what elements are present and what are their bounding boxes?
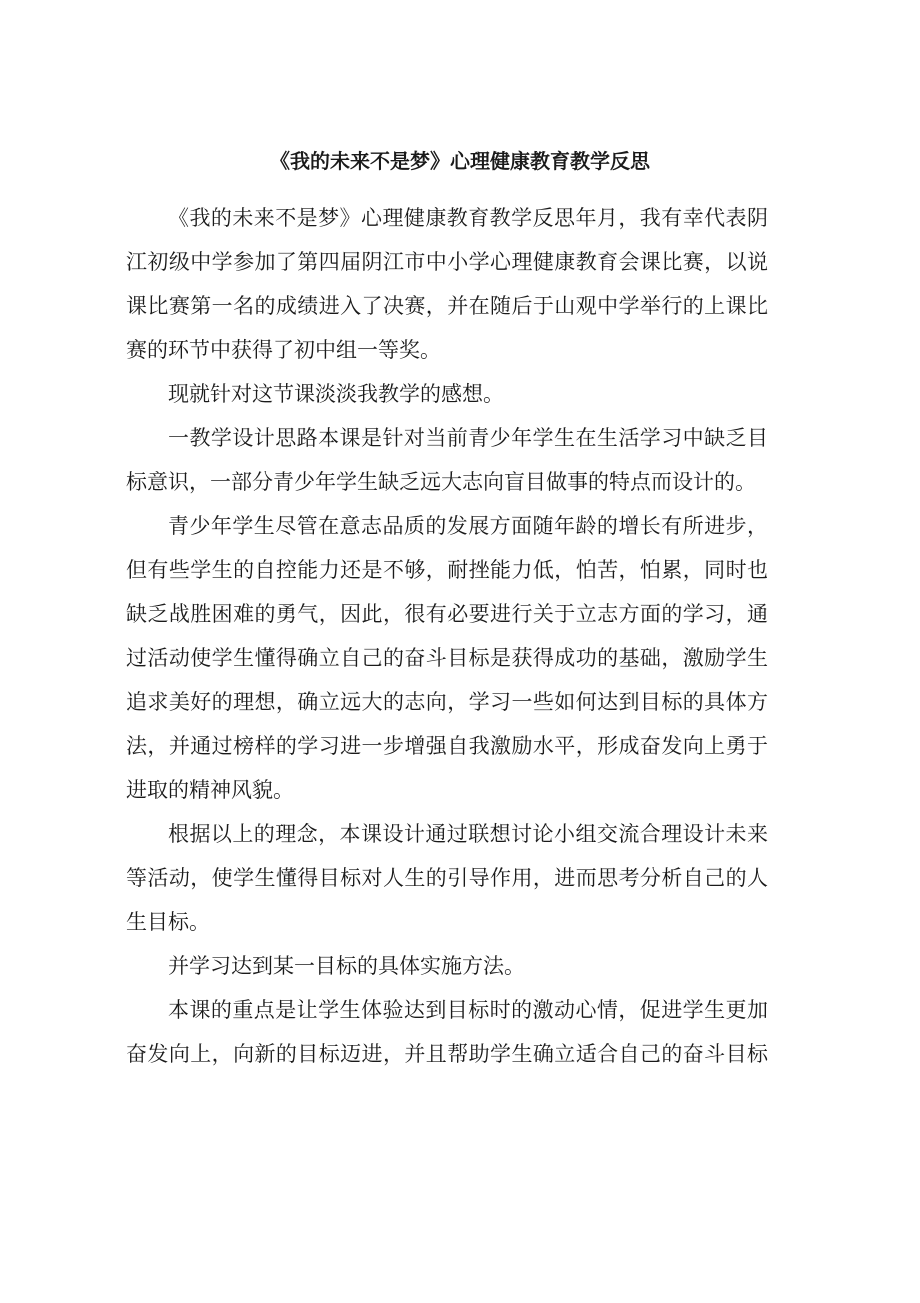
- paragraph-line: 标意识，一部分青少年学生缺乏远大志向盲目做事的特点而设计的。: [126, 470, 756, 494]
- paragraph-line: 《我的未来不是梦》心理健康教育教学反思年月，我有幸代表阴: [168, 206, 768, 230]
- paragraph-line: 奋发向上，向新的目标迈进，并且帮助学生确立适合自己的奋斗目标: [126, 1042, 768, 1066]
- paragraph-line: 缺乏战胜困难的勇气，因此，很有必要进行关于立志方面的学习，通: [126, 602, 768, 626]
- paragraph-6: [126, 944, 768, 988]
- paragraph-line: 一教学设计思路本课是针对当前青少年学生在生活学习中缺乏目: [168, 426, 768, 450]
- paragraph-line: 赛的环节中获得了初中组一等奖。: [126, 338, 441, 362]
- paragraph-line: 本课的重点是让学生体验达到目标时的激动心情，促进学生更加: [168, 998, 768, 1022]
- paragraph-line: 但有些学生的自控能力还是不够，耐挫能力低，怕苦，怕累，同时也: [126, 558, 768, 582]
- paragraph-line: 根据以上的理念，本课设计通过联想讨论小组交流合理设计未来: [168, 822, 768, 846]
- paragraph-line: 并学习达到某一目标的具体实施方法。: [168, 954, 525, 978]
- paragraph-line: 法，并通过榜样的学习进一步增强自我激励水平，形成奋发向上勇于: [126, 734, 768, 758]
- page-title: 《我的未来不是梦》心理健康教育教学反思: [270, 149, 650, 173]
- document-body: [126, 196, 768, 1076]
- paragraph-line: 江初级中学参加了第四届阴江市中小学心理健康教育会课比赛，以说: [126, 250, 768, 274]
- paragraph-7: [126, 988, 768, 1076]
- paragraph-line: 等活动，使学生懂得目标对人生的引导作用，进而思考分析自己的人: [126, 866, 768, 890]
- paragraph-3: [126, 416, 768, 504]
- paragraph-line: 现就针对这节课淡淡我教学的感想。: [168, 382, 504, 406]
- paragraph-1: [126, 196, 768, 372]
- paragraph-line: 过活动使学生懂得确立自己的奋斗目标是获得成功的基础，激励学生: [126, 646, 768, 670]
- paragraph-2: [126, 372, 768, 416]
- paragraph-line: 追求美好的理想，确立远大的志向，学习一些如何达到目标的具体方: [126, 690, 768, 714]
- paragraph-4: [126, 504, 768, 812]
- paragraph-line: 青少年学生尽管在意志品质的发展方面随年龄的增长有所进步，: [168, 514, 768, 538]
- paragraph-5: [126, 812, 768, 944]
- paragraph-line: 进取的精神风貌。: [126, 778, 294, 802]
- paragraph-line: 生目标。: [126, 910, 210, 934]
- paragraph-line: 课比赛第一名的成绩进入了决赛，并在随后于山观中学举行的上课比: [126, 294, 768, 318]
